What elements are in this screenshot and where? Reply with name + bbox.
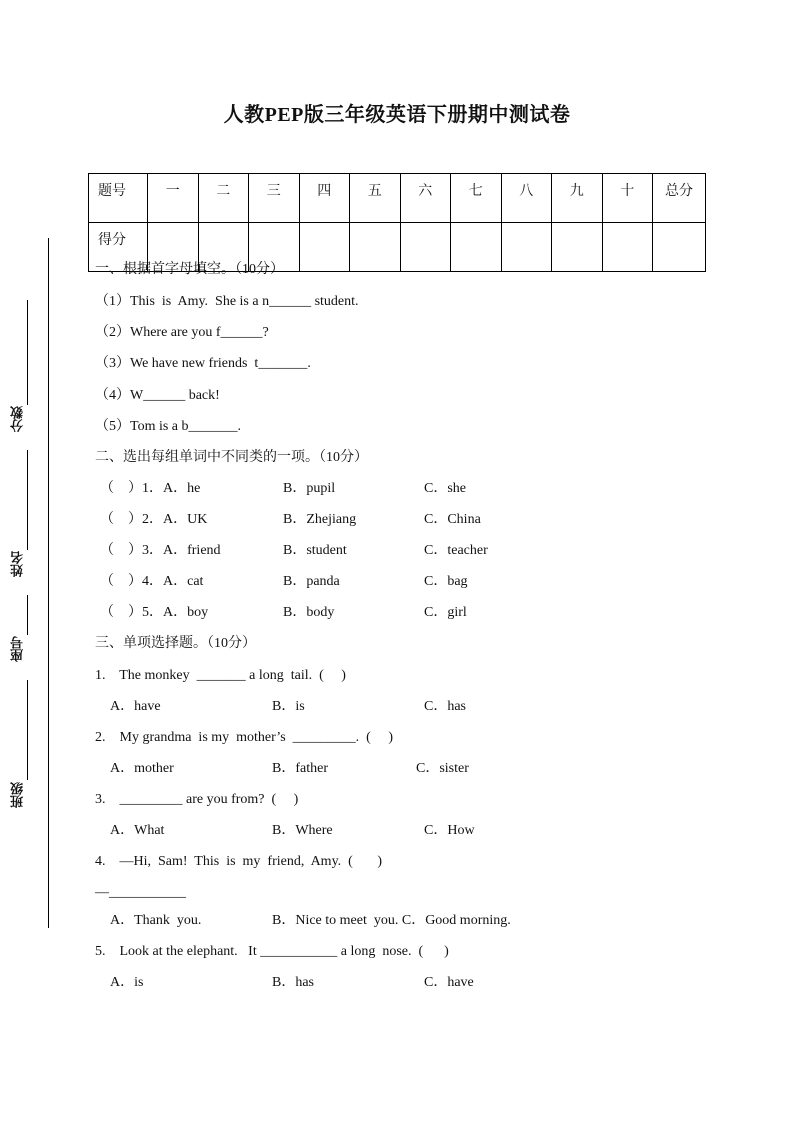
choice-row: （ ）1．A．he (100, 481, 201, 496)
option-c: C．have (424, 975, 474, 990)
option-c: C．girl (424, 605, 467, 620)
page-title: 人教PEP版三年级英语下册期中测试卷 (223, 104, 571, 126)
question: 4. —Hi, Sam! This is my friend, Amy. ( ) (95, 854, 382, 869)
score-entry-cell[interactable] (501, 223, 552, 272)
option-b: B．student (283, 543, 347, 558)
option-b: B．is (272, 699, 305, 714)
option-c: C．How (424, 823, 475, 838)
fill-item: （3）We have new friends t_______. (95, 356, 311, 371)
table-cell: 四 (299, 174, 350, 223)
score-entry-cell[interactable] (602, 223, 653, 272)
option-a: A．mother (110, 761, 174, 776)
option-b: B．panda (283, 574, 340, 589)
option-b: B．Zhejiang (283, 512, 357, 527)
option-b: B．father (272, 761, 328, 776)
score-entry-cell[interactable] (451, 223, 502, 272)
table-cell: 三 (249, 174, 300, 223)
score-entry-cell[interactable] (653, 223, 706, 272)
table-cell: 总分 (653, 174, 706, 223)
table-cell: 九 (552, 174, 603, 223)
name-blank[interactable] (27, 450, 28, 550)
option-c: C．has (424, 699, 466, 714)
table-cell: 一 (148, 174, 199, 223)
question: 3. _________ are you from? ( ) (95, 792, 299, 807)
option-c: C．China (424, 512, 481, 527)
side-label-score: 分数 (10, 406, 25, 432)
choice-row: （ ）4．A．cat (100, 574, 204, 589)
fill-item: （5）Tom is a b_______. (95, 419, 242, 434)
table-cell: 五 (350, 174, 401, 223)
side-label-name: 姓名 (10, 551, 25, 577)
table-cell: 二 (198, 174, 249, 223)
option-b: B．pupil (283, 481, 336, 496)
option-a: A．have (110, 699, 161, 714)
choice-row: （ ）2．A．UK (100, 512, 208, 527)
table-cell: 十 (602, 174, 653, 223)
section2-heading: 二、选出每组单词中不同类的一项。（10分） (95, 450, 368, 465)
fill-item: （2）Where are you f______? (95, 325, 269, 340)
score-header-row (89, 174, 706, 223)
choice-row: （ ）3．A．friend (100, 543, 221, 558)
binding-line (48, 238, 49, 928)
table-cell: 题号 (89, 174, 148, 223)
table-cell: 得分 (89, 223, 148, 272)
question: 1. The monkey _______ a long tail. ( ) (95, 668, 346, 683)
seat-blank[interactable] (27, 595, 28, 635)
table-cell: 七 (451, 174, 502, 223)
section3-heading: 三、单项选择题。（10分） (95, 636, 256, 651)
option-c: C．teacher (424, 543, 488, 558)
option-b: B．Where (272, 823, 333, 838)
option-b: B．Nice to meet you. C．Good morning. (272, 913, 511, 928)
section1-heading: 一、根据首字母填空。（10分） (95, 262, 284, 277)
option-c: C．bag (424, 574, 468, 589)
score-entry-cell[interactable] (299, 223, 350, 272)
fill-item: （4）W______ back! (95, 388, 220, 403)
side-label-class: 班级 (10, 782, 25, 808)
side-label-seat: 座号 (10, 636, 25, 662)
option-a: A．Thank you. (110, 913, 202, 928)
class-blank[interactable] (27, 680, 28, 780)
choice-row: （ ）5．A．boy (100, 605, 209, 620)
table-cell: 六 (400, 174, 451, 223)
option-a: A．is (110, 975, 144, 990)
option-b: B．body (283, 605, 335, 620)
score-blank[interactable] (27, 300, 28, 405)
score-entry-cell[interactable] (350, 223, 401, 272)
score-entry-cell[interactable] (552, 223, 603, 272)
question: 5. Look at the elephant. It ___________ a long nose. ( ) (95, 944, 449, 959)
option-a: A．What (110, 823, 165, 838)
score-entry-cell[interactable] (400, 223, 451, 272)
option-c: C．she (424, 481, 466, 496)
option-b: B．has (272, 975, 314, 990)
score-table (88, 173, 706, 272)
answer-blank: —___________ (95, 885, 186, 900)
fill-item: （1）This is Amy. She is a n______ student. (95, 294, 359, 309)
question: 2. My grandma is my mother’s _________. ( ) (95, 730, 393, 745)
table-cell: 八 (501, 174, 552, 223)
option-c: C．sister (416, 761, 469, 776)
